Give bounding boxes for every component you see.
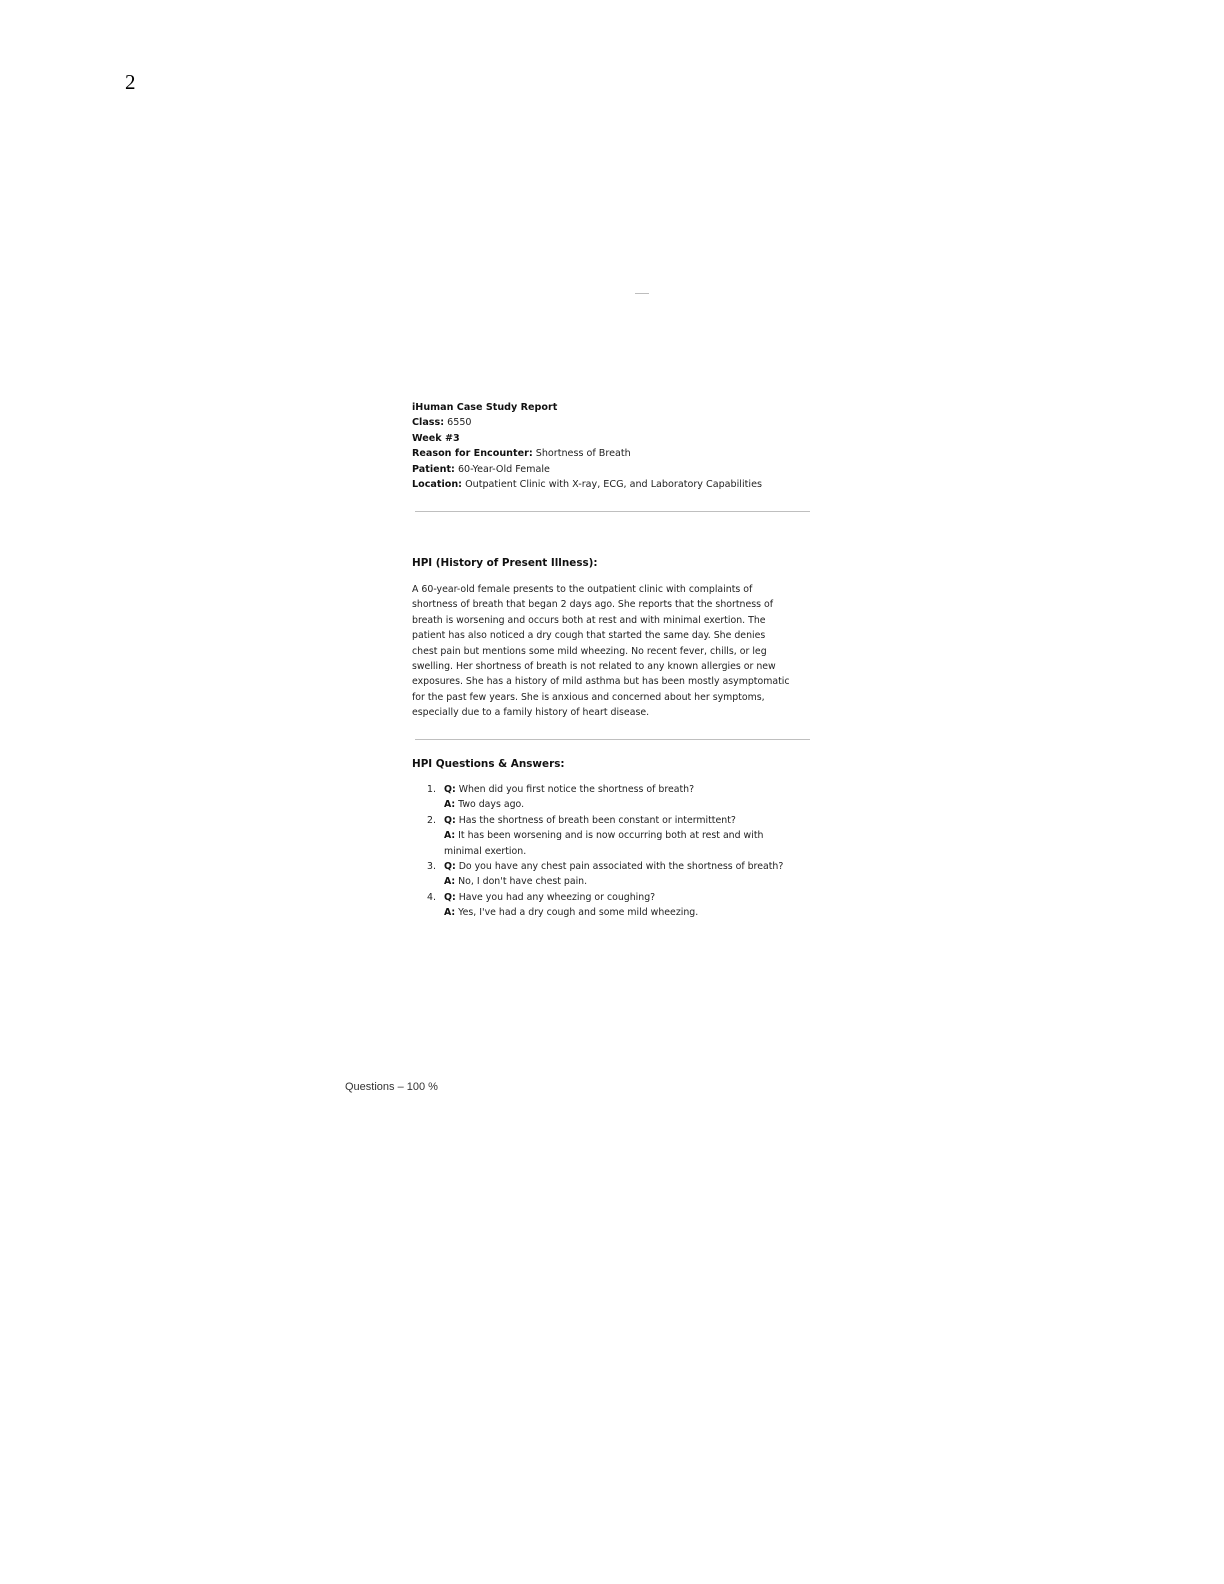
- footer-text: Questions – 100 %: [345, 1081, 438, 1093]
- answer: A: Yes, I've had a dry cough and some mild wheezing.: [444, 907, 699, 919]
- hpi-line: for the past few years. She is anxious and concerned about her symptoms,: [412, 691, 765, 703]
- location-label: Location:: [412, 479, 462, 491]
- answer-continuation: minimal exertion.: [444, 845, 527, 857]
- decorative-dash: [635, 293, 649, 294]
- answer: A: No, I don't have chest pain.: [444, 876, 588, 888]
- qa-item: [427, 890, 817, 921]
- question: Q: Has the shortness of breath been constant or intermittent?: [444, 814, 736, 826]
- hpi-line: A 60-year-old female presents to the outpatient clinic with complaints of: [412, 584, 753, 595]
- qa-item: [427, 813, 817, 859]
- report-title: iHuman Case Study Report: [412, 402, 558, 413]
- qa-number: 3.: [427, 861, 436, 873]
- qa-number: 2.: [427, 814, 436, 826]
- reason-line: [412, 446, 812, 461]
- class-line: [412, 415, 812, 430]
- patient-label: Patient:: [412, 463, 455, 475]
- qa-item: [427, 782, 817, 813]
- reason-label: Reason for Encounter:: [412, 448, 533, 460]
- patient-value: 60-Year-Old Female: [457, 463, 550, 475]
- location-line: [412, 477, 812, 492]
- hpi-line: breath is worsening and occurs both at rest and with minimal exertion. The: [412, 614, 766, 626]
- divider: [415, 511, 810, 512]
- qa-number: 4.: [427, 891, 436, 903]
- hpi-line: especially due to a family history of heart disease.: [412, 707, 650, 719]
- week-line: Week #3: [412, 432, 460, 444]
- hpi-title: HPI (History of Present Illness):: [412, 557, 598, 569]
- answer: A: It has been worsening and is now occurring both at rest and with: [444, 830, 764, 842]
- hpi-line: swelling. Her shortness of breath is not related to any known allergies or new: [412, 661, 776, 673]
- page-number: 2: [125, 70, 136, 94]
- qa-item: [427, 859, 817, 890]
- class-value: 6550: [447, 417, 472, 429]
- patient-line: [412, 462, 812, 477]
- report-header: [412, 400, 812, 492]
- hpi-paragraph: [412, 582, 810, 721]
- location-value: Outpatient Clinic with X-ray, ECG, and Laboratory Capabilities: [465, 479, 762, 491]
- hpi-line: chest pain but mentions some mild wheezing. No recent fever, chills, or leg: [412, 645, 767, 657]
- hpi-line: exposures. She has a history of mild asthma but has been mostly asymptomatic: [412, 676, 790, 688]
- qa-number: 1.: [427, 784, 436, 795]
- question: Q: Have you had any wheezing or coughing?: [444, 891, 656, 903]
- qa-title: HPI Questions & Answers:: [412, 758, 565, 770]
- answer: A: Two days ago.: [444, 799, 525, 811]
- class-label: Class:: [412, 417, 445, 429]
- hpi-line: shortness of breath that began 2 days ago. She reports that the shortness of: [412, 599, 774, 611]
- question: Q: When did you first notice the shortness of breath?: [444, 784, 695, 795]
- qa-list: [427, 782, 817, 921]
- divider: [415, 739, 810, 740]
- reason-value: Shortness of Breath: [535, 448, 631, 460]
- hpi-line: patient has also noticed a dry cough that started the same day. She denies: [412, 630, 766, 642]
- question: Q: Do you have any chest pain associated with the shortness of breath?: [444, 861, 784, 873]
